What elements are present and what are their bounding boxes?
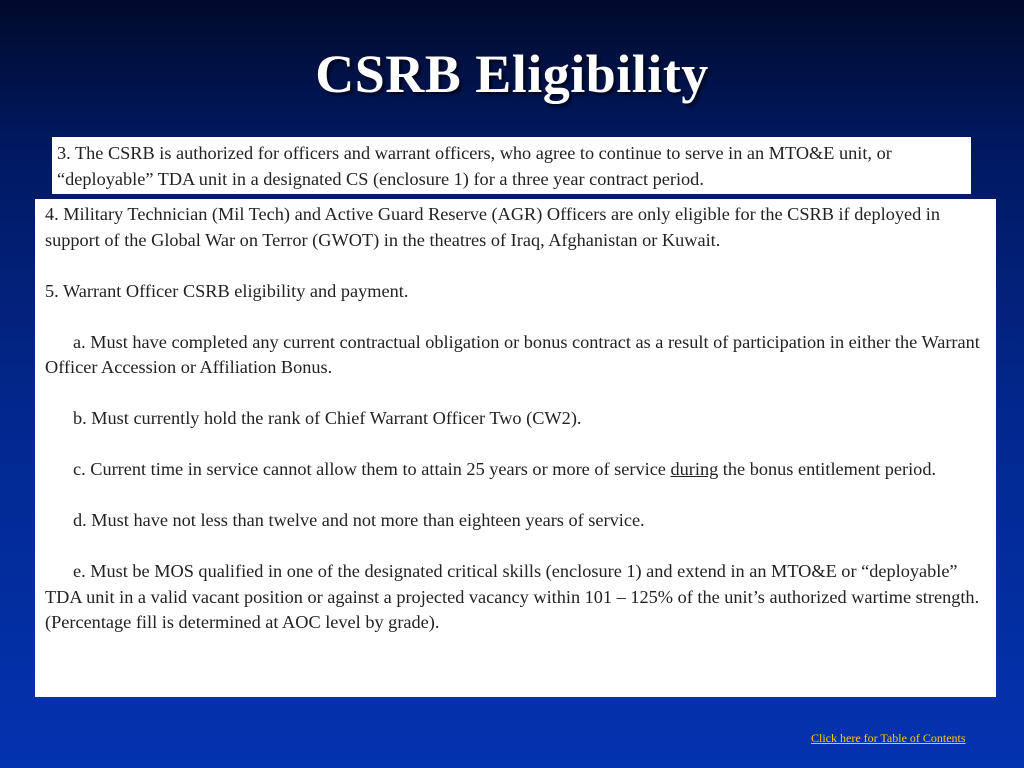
table-of-contents-link[interactable]: Click here for Table of Contents [811,731,966,745]
item-c [45,457,988,483]
spacer [45,304,988,330]
item-c-underlined-word: during [670,459,719,479]
item-c-text-end: the bonus entitlement period. [718,459,937,479]
spacer [45,253,988,279]
spacer [45,381,988,407]
paragraph-5: 5. Warrant Officer CSRB eligibility and payment. [45,280,409,301]
slide-title: CSRB Eligibility [315,44,709,104]
item-e-text: e. Must be MOS qualified in one of the designated critical skills (enclosure 1) and extend in an MTO&E or “deployable” TDA unit in a valid vacant position or against a projected vacancy within 101 – 125% of the unit’s authorized wartime strength. (Percentage fill is determined at AOC level by grade). [45,561,980,632]
item-a-text: a. Must have completed any current contractual obligation or bonus contract as a result of participation in either the Warrant Officer Accession or Affiliation Bonus. [45,331,980,377]
spacer [45,483,988,509]
paragraph-4: 4. Military Technician (Mil Tech) and Active Guard Reserve (AGR) Officers are only eligible for the CSRB if deployed in support of the Global War on Terror (GWOT) in the theatres of Iraq, Afghanistan or Kuwait. [45,204,941,250]
eligibility-details-box [35,199,996,697]
item-b-text: b. Must currently hold the rank of Chief Warrant Officer Two (CW2). [73,408,582,428]
item-d-text: d. Must have not less than twelve and not more than eighteen years of service. [73,510,645,530]
item-b [45,406,988,432]
spacer [45,432,988,458]
item-a [45,330,988,381]
paragraph-3: 3. The CSRB is authorized for officers and warrant officers, who agree to continue to serve in an MTO&E unit, or “deployable” TDA unit in a designated CS (enclosure 1) for a three year contract period. [57,143,892,189]
item-c-text-start: c. Current time in service cannot allow them to attain 25 years or more of service [73,459,671,479]
paragraph-3-box [52,137,971,194]
spacer [45,534,988,560]
item-d [45,508,988,534]
item-e [45,559,988,636]
